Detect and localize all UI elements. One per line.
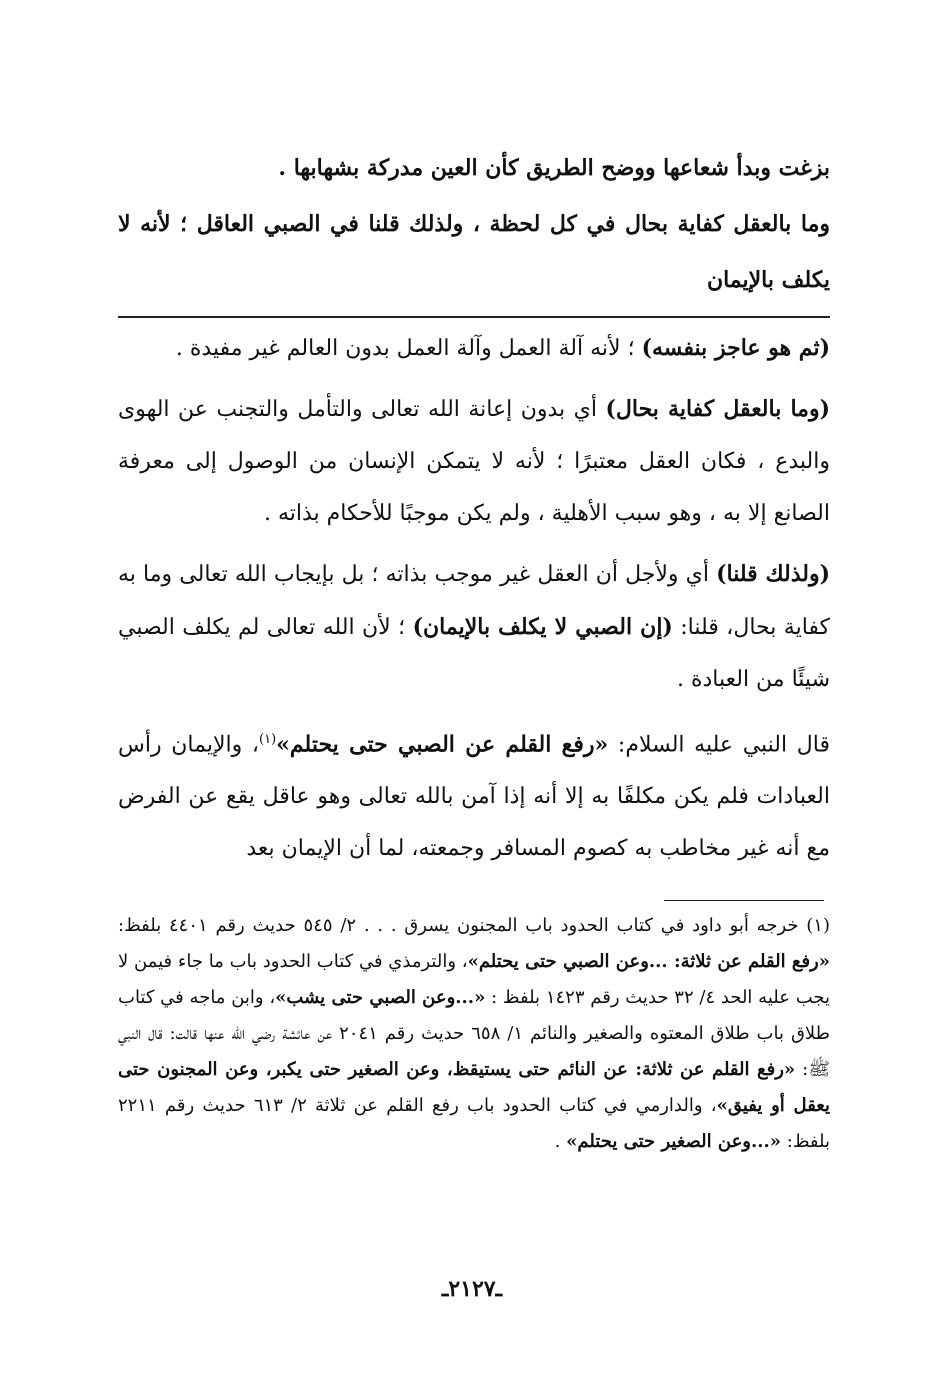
- footnotes: [118, 908, 830, 1160]
- quoted-matn: (ثم هو عاجز بنفسه): [641, 335, 830, 361]
- main-text-line: وما بالعقل كفاية بحال في كل لحظة ، ولذلك قلنا في الصبي العاقل ؛ لأنه لا يكلف بالإيمان: [118, 211, 830, 293]
- commentary-paragraph: [118, 383, 830, 540]
- footnote-reference[interactable]: (١): [259, 732, 277, 747]
- main-text-line: بزغت وبدأ شعاعها ووضح الطريق كأن العين مدركة بشهابها .: [278, 155, 830, 181]
- page-number: ـ٢١٢٧ـ: [441, 1276, 503, 1302]
- footnote-quote: «...وعن الصبي حتى يشب»: [275, 987, 486, 1008]
- footnote-text: ، والترمذي في كتاب الحدود باب ما جاء فيمن لا يجب عليه الحد ٤/ ٣٢ حديث رقم ١٤٢٣ بلفظ :: [118, 951, 831, 1008]
- commentary-paragraph: [118, 322, 830, 375]
- quoted-matn: (ولذلك قلنا): [716, 561, 830, 587]
- commentary-paragraph: [118, 548, 830, 706]
- commentary-text: ؛ لأن الله تعالى لم يكلف الصبي شيئًا من العبادة .: [118, 615, 830, 692]
- footnote-divider: [664, 900, 824, 901]
- commentary-paragraph: [118, 714, 830, 875]
- hadith-quote: «رفع القلم عن الصبي حتى يحتلم»: [276, 731, 609, 758]
- quoted-matn: (إن الصبي لا يكلف بالإيمان): [412, 614, 673, 640]
- commentary-text: أي بدون إعانة الله تعالى والتأمل والتجنب عن الهوى والبدع ، فكان العقل معتبرًا ؛ لأنه لا يتمكن الإنسان من الوصول إلى معرفة الصانع إلا به ، وهو سبب الأهلية ، ولم يكن موجبًا للأحكام بذاته .: [118, 397, 830, 526]
- footnote-text: (١) خرجه أبو داود في كتاب الحدود باب المجنون يسرق . . . ٢/ ٥٤٥ حديث رقم ٤٤٠١ بلفظ:: [118, 915, 830, 936]
- footnote-text: ، وابن ماجه في كتاب طلاق باب طلاق المعتوه والصغير والنائم ١/ ٦٥٨ حديث رقم ٢٠٤١ عن عائشة رضي الله عنها قالت: قال النبي ﷺ:: [118, 987, 830, 1080]
- commentary-text: أي ولأجل أن العقل غير موجب بذاته ؛ بل بإيجاب الله تعالى وما به كفاية بحال، قلنا:: [118, 562, 830, 640]
- commentary-text: ؛ لأنه آلة العمل وآلة العمل بدون العالم غير مفيدة .: [175, 336, 642, 361]
- footnote-text: ، والدارمي في كتاب الحدود باب رفع القلم عن ثلاثة ٢/ ٦١٣ حديث رقم ٢٢١١ بلفظ:: [118, 1095, 830, 1152]
- commentary: [118, 322, 830, 883]
- main-text-divider: [118, 316, 830, 318]
- footnote-quote: «...وعن الصغير حتى يحتلم»: [566, 1131, 782, 1152]
- quoted-matn: (وما بالعقل كفاية بحال): [605, 396, 830, 422]
- footnote-text: .: [554, 1131, 567, 1152]
- footnote-1: [118, 908, 830, 1160]
- footnote-quote: «رفع القلم عن ثلاثة: ...وعن الصبي حتى يحتلم»: [467, 951, 830, 972]
- main-text: [118, 140, 830, 308]
- commentary-text: قال النبي عليه السلام:: [608, 732, 830, 758]
- footnote-quote: «رفع القلم عن ثلاثة: عن النائم حتى يستيقظ، وعن الصغير حتى يكبر، وعن المجنون حتى يعقل أو يفيق»: [118, 1059, 830, 1116]
- commentary-text: ، والإيمان رأس العبادات فلم يكن مكلفًا به إلا أنه إذا آمن بالله تعالى وهو عاقل يقع عن الفرض مع أنه غير مخاطب به كصوم المسافر وجمعته، لما أن الإيمان بعد: [118, 732, 830, 862]
